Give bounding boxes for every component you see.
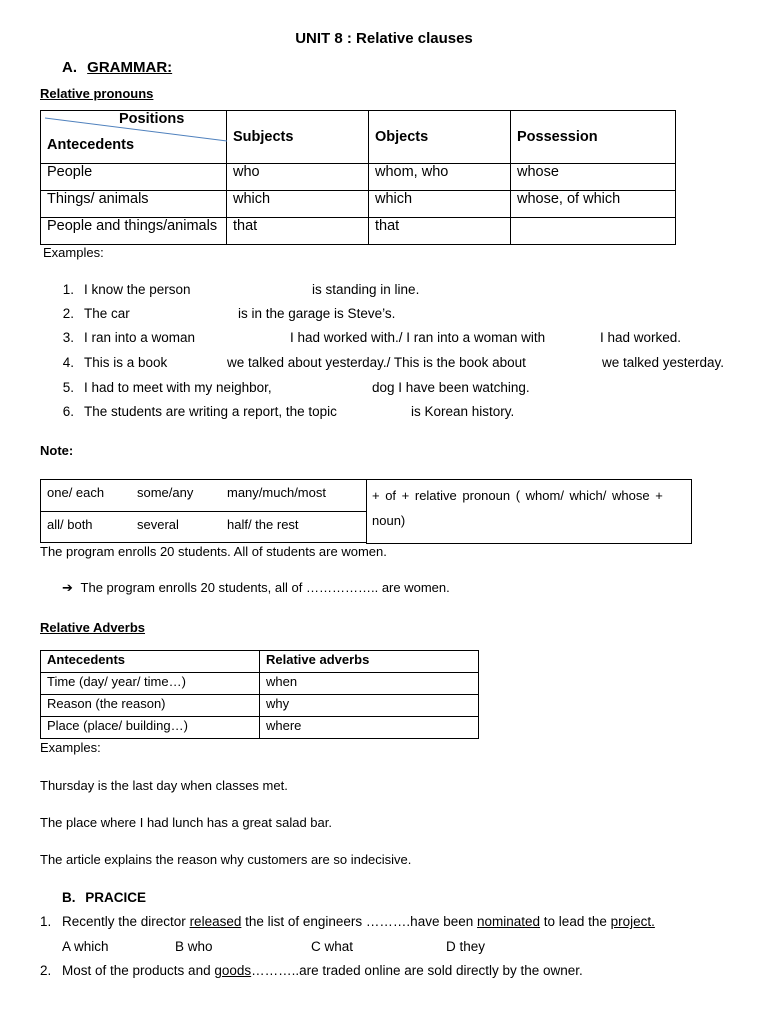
quantifier: all/ both <box>47 517 93 532</box>
item-number: 1. <box>62 282 74 297</box>
table-cell: Place (place/ building…) <box>41 717 260 739</box>
table-cell: when <box>260 673 479 695</box>
rule-text: noun) <box>372 513 406 528</box>
text-part: the list of engineers ……….have been <box>241 914 477 929</box>
underlined-word: goods <box>214 963 252 978</box>
quantifier: several <box>137 517 179 532</box>
section-a-title: GRAMMAR: <box>87 59 173 76</box>
question-number: 1. <box>40 914 52 929</box>
adverb-examples-label: Examples: <box>40 740 101 755</box>
possession-header: Possession <box>511 111 676 164</box>
option-c[interactable]: C what <box>311 939 354 954</box>
text-part: Recently the director <box>62 914 190 929</box>
item-number: 3. <box>62 330 74 345</box>
item-text: I had to meet with my neighbor, <box>84 380 272 395</box>
table-cell <box>511 218 676 245</box>
option-b[interactable]: B who <box>175 939 213 954</box>
item-text: The students are writing a report, the topic <box>84 404 337 419</box>
item-text: is standing in line. <box>312 282 420 297</box>
adverb-example: Thursday is the last day when classes met. <box>40 778 288 793</box>
item-text: dog I have been watching. <box>372 380 530 395</box>
item-text: is Korean history. <box>411 404 515 419</box>
quantifier: some/any <box>137 485 194 500</box>
table-cell: People <box>41 164 227 191</box>
table-cell: whom, who <box>369 164 511 191</box>
table-cell: that <box>369 218 511 245</box>
table-row <box>41 191 676 218</box>
practice-question <box>40 963 583 978</box>
table-row <box>41 695 479 717</box>
examples-label: Examples: <box>43 245 104 260</box>
adverb-example: The article explains the reason why customers are so indecisive. <box>40 852 412 867</box>
relative-adverbs-table <box>40 650 479 739</box>
relative-pronouns-heading: Relative pronouns <box>40 86 154 101</box>
question-number: 2. <box>40 963 52 978</box>
item-text: I know the person <box>84 282 191 297</box>
rule-text: + of + relative pronoun ( whom/ which/ whose + <box>372 488 663 503</box>
text-part: ………..are traded online are sold directly by the owner. <box>251 963 583 978</box>
table-cell: which <box>227 191 369 218</box>
table-cell: where <box>260 717 479 739</box>
section-b-heading <box>62 890 146 905</box>
item-text: we talked yesterday. <box>602 355 725 370</box>
practice-question <box>40 914 655 929</box>
item-text: This is a book <box>84 355 168 370</box>
item-text: is in the garage is Steve’s. <box>238 306 396 321</box>
subjects-header: Subjects <box>227 111 369 164</box>
note-box <box>40 479 691 544</box>
table-row <box>41 164 676 191</box>
item-text: I had worked with./ I ran into a woman with <box>290 330 546 345</box>
quantifier: one/ each <box>47 485 105 500</box>
note-label: Note: <box>40 443 74 458</box>
option-d[interactable]: D they <box>446 939 486 954</box>
item-text: The car <box>84 306 130 321</box>
table-cell: People and things/animals <box>41 218 227 245</box>
underlined-word: project. <box>610 914 655 929</box>
adverb-example: The place where I had lunch has a great salad bar. <box>40 815 332 830</box>
underlined-word: nominated <box>477 914 541 929</box>
item-number: 4. <box>62 355 74 370</box>
option-a[interactable]: A which <box>62 939 109 954</box>
note-result: The program enrolls 20 students, all of …………….. are women. <box>80 580 450 595</box>
relative-adverbs-header: Relative adverbs <box>260 651 479 673</box>
note-row-2 <box>40 511 366 543</box>
table-cell: that <box>227 218 369 245</box>
item-text: I ran into a woman <box>84 330 196 345</box>
table-cell: who <box>227 164 369 191</box>
arrow-icon: ➔ <box>62 581 73 596</box>
positions-label: Positions <box>119 111 185 127</box>
relative-adverbs-heading: Relative Adverbs <box>40 620 146 635</box>
text-part: Most of the products and <box>62 963 215 978</box>
underlined-word: released <box>189 914 242 929</box>
objects-header: Objects <box>369 111 511 164</box>
quantifier: many/much/most <box>227 485 326 500</box>
text-part: to lead the <box>540 914 611 929</box>
question-text <box>62 914 655 929</box>
table-cell: whose, of which <box>511 191 676 218</box>
item-number: 6. <box>62 404 74 419</box>
note-example: The program enrolls 20 students. All of students are women. <box>40 544 387 559</box>
table-cell: Time (day/ year/ time…) <box>41 673 260 695</box>
table-cell: Things/ animals <box>41 191 227 218</box>
table-row <box>41 218 676 245</box>
table-cell: why <box>260 695 479 717</box>
quantifier: half/ the rest <box>227 517 299 532</box>
table-row <box>41 673 479 695</box>
question-text <box>62 963 583 978</box>
antecedents-label: Antecedents <box>47 137 135 153</box>
section-a-heading <box>62 59 172 76</box>
antecedents-header: Antecedents <box>41 651 260 673</box>
table-cell: which <box>369 191 511 218</box>
item-text: I had worked. <box>600 330 682 345</box>
table-header-row <box>41 651 479 673</box>
section-a-letter: A. <box>62 59 77 76</box>
diagonal-header-cell <box>41 111 227 164</box>
table-cell: Reason (the reason) <box>41 695 260 717</box>
note-row-1 <box>40 479 366 512</box>
section-b-letter: B. <box>62 890 76 905</box>
note-result-line <box>62 580 450 596</box>
page-title: UNIT 8 : Relative clauses <box>295 30 473 47</box>
section-b-title: PRACICE <box>85 890 147 905</box>
item-number: 2. <box>62 306 74 321</box>
relative-pronouns-table <box>40 110 676 245</box>
item-number: 5. <box>62 380 74 395</box>
answer-options <box>62 939 562 957</box>
note-rule-cell <box>366 479 692 544</box>
item-text: we talked about yesterday./ This is the book about <box>227 355 526 370</box>
table-row <box>41 717 479 739</box>
table-cell: whose <box>511 164 676 191</box>
table-header-row <box>41 111 676 164</box>
